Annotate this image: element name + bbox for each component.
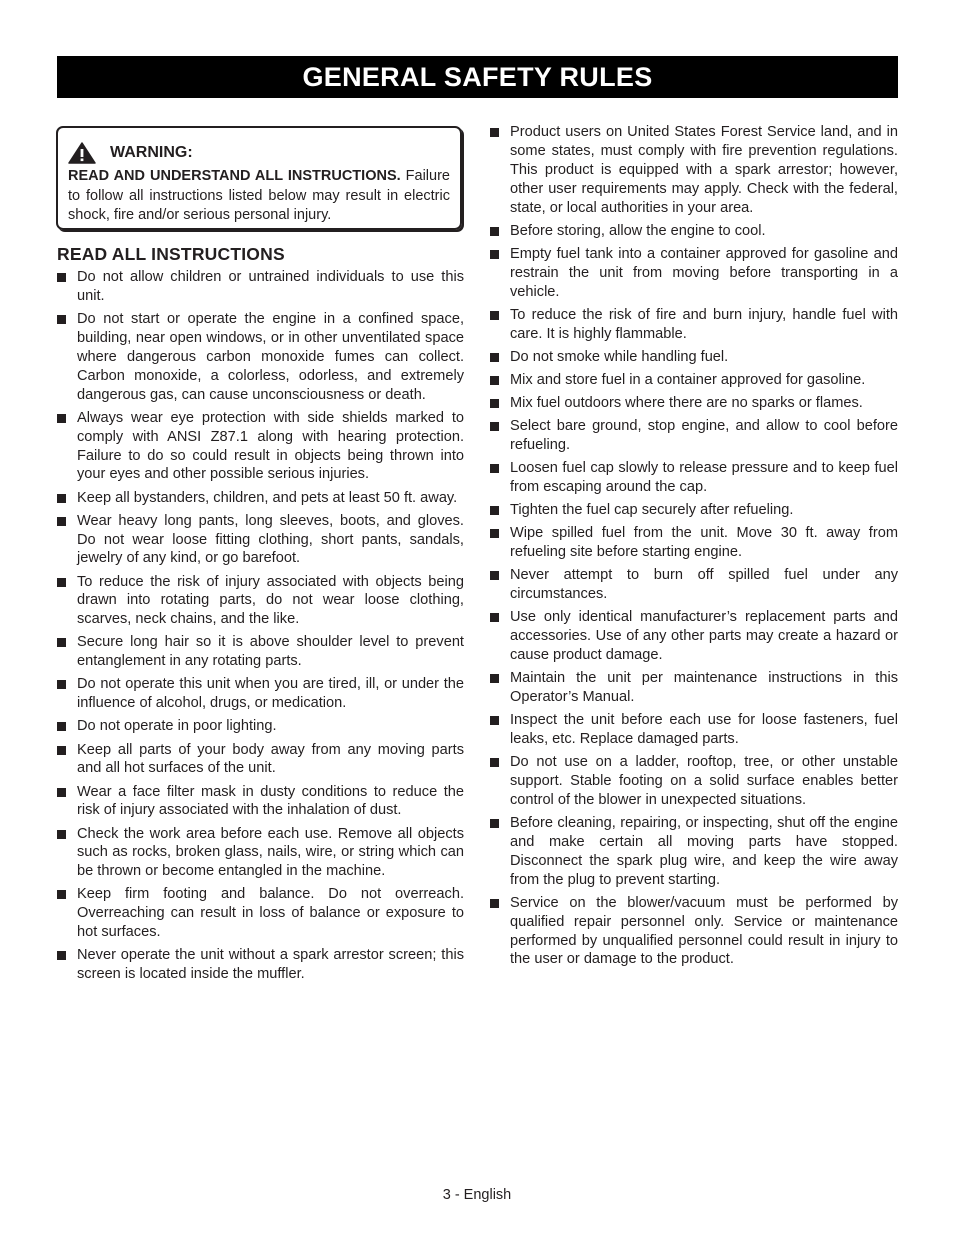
square-bullet-icon	[490, 571, 499, 580]
list-item	[490, 566, 898, 604]
list-item-text: Product users on United States Forest Service land, and in some states, must comply with fire prevention regulations. This product is equipped with a spark arrestor; however, other user requirements may apply. Check with the federal, state, or local authorities in your area.	[510, 124, 898, 216]
list-item-text: Always wear eye protection with side shields marked to comply with ANSI Z87.1 along with hearing protection. Failure to do so could result in objects being thrown into your eyes and other possible serious injuries.	[77, 409, 464, 483]
list-item	[57, 783, 464, 821]
title-bar	[57, 56, 898, 98]
list-item	[490, 524, 898, 562]
list-item-text: Never operate the unit without a spark arrestor screen; this screen is located inside the muffler.	[77, 947, 464, 983]
square-bullet-icon	[490, 758, 499, 767]
list-item-text: Maintain the unit per maintenance instructions in this Operator’s Manual.	[510, 670, 898, 705]
warning-triangle-icon	[68, 142, 96, 164]
list-item	[490, 753, 898, 810]
square-bullet-icon	[490, 422, 499, 431]
list-item	[57, 409, 464, 485]
square-bullet-icon	[57, 746, 66, 755]
square-bullet-icon	[490, 353, 499, 362]
list-item-text: Do not use on a ladder, rooftop, tree, or other unstable support. Stable footing on a solid surface enables better control of the blower in unexpected situations.	[510, 754, 898, 808]
square-bullet-icon	[490, 506, 499, 515]
right-instructions-list	[490, 123, 898, 974]
list-item-text: Before cleaning, repairing, or inspecting, shut off the engine and make certain all moving parts have stopped. Disconnect the spark plug wire, and keep the wire away from the plug to prevent starting.	[510, 814, 898, 888]
square-bullet-icon	[490, 819, 499, 828]
list-item	[490, 123, 898, 218]
list-item	[57, 310, 464, 405]
list-item	[57, 489, 464, 508]
list-item-text: Wear a face filter mask in dusty conditions to reduce the risk of injury associated with the inhalation of dust.	[77, 783, 464, 819]
square-bullet-icon	[57, 517, 66, 526]
square-bullet-icon	[490, 399, 499, 408]
list-item-text: Loosen fuel cap slowly to release pressure and to keep fuel from escaping around the cap.	[510, 460, 898, 495]
list-item	[490, 814, 898, 890]
list-item-text: Mix and store fuel in a container approved for gasoline.	[510, 371, 866, 388]
left-instructions-list	[57, 268, 464, 988]
square-bullet-icon	[490, 674, 499, 683]
square-bullet-icon	[490, 311, 499, 320]
list-item	[490, 394, 898, 413]
list-item-text: Keep firm footing and balance. Do not overreach. Overreaching can result in loss of balance or exposure to hot surfaces.	[77, 886, 464, 941]
square-bullet-icon	[57, 315, 66, 324]
square-bullet-icon	[57, 890, 66, 899]
list-item-text: Keep all parts of your body away from any moving parts and all hot surfaces of the unit.	[77, 741, 464, 777]
list-item	[57, 573, 464, 630]
list-item	[57, 268, 464, 306]
list-item-text: Do not operate in poor lighting.	[77, 718, 277, 735]
list-item-text: To reduce the risk of fire and burn injury, handle fuel with care. It is highly flammable.	[510, 306, 898, 342]
warning-lead: READ AND UNDERSTAND ALL INSTRUCTIONS.	[68, 168, 401, 184]
square-bullet-icon	[490, 227, 499, 236]
list-item-text: Service on the blower/vacuum must be performed by qualified repair personnel only. Service or maintenance performed by unqualified personnel could result in injury to the user or damage to the product.	[510, 894, 898, 968]
list-item	[490, 501, 898, 520]
square-bullet-icon	[57, 414, 66, 423]
square-bullet-icon	[490, 899, 499, 908]
warning-text	[68, 167, 450, 226]
square-bullet-icon	[57, 830, 66, 839]
list-item	[490, 417, 898, 455]
list-item	[57, 885, 464, 942]
list-item-text: To reduce the risk of injury associated with objects being drawn into rotating parts, do not wear loose clothing, scarves, neck chains, and the like.	[77, 573, 464, 628]
list-item	[57, 946, 464, 984]
square-bullet-icon	[57, 680, 66, 689]
square-bullet-icon	[57, 578, 66, 587]
square-bullet-icon	[490, 128, 499, 137]
square-bullet-icon	[490, 529, 499, 538]
list-item-text: Do not start or operate the engine in a confined space, building, near open windows, or in other unventilated space where dangerous carbon monoxide fumes can collect. Carbon monoxide, a colorless, odorless, and extremely dangerous gas, can cause unconsciousness or death.	[77, 311, 464, 403]
list-item	[57, 825, 464, 882]
list-item	[490, 371, 898, 390]
list-item	[57, 512, 464, 569]
list-item-text: Do not operate this unit when you are tired, ill, or under the influence of alcohol, drugs, or medication.	[77, 676, 464, 712]
square-bullet-icon	[57, 273, 66, 282]
square-bullet-icon	[57, 788, 66, 797]
list-item-text: Before storing, allow the engine to cool.	[510, 222, 766, 239]
list-item	[490, 608, 898, 665]
list-item-text: Do not allow children or untrained individuals to use this unit.	[77, 269, 464, 304]
section-heading: READ ALL INSTRUCTIONS	[57, 244, 285, 264]
warning-box	[56, 126, 462, 230]
page-title: GENERAL SAFETY RULES	[302, 61, 653, 92]
list-item	[490, 894, 898, 970]
list-item-text: Mix fuel outdoors where there are no sparks or flames.	[510, 394, 863, 411]
list-item-text: Keep all bystanders, children, and pets at least 50 ft. away.	[77, 489, 458, 506]
list-item-text: Check the work area before each use. Remove all objects such as rocks, broken glass, nails, wire, or string which can be thrown or become entangled in the machine.	[77, 825, 464, 880]
list-item-text: Empty fuel tank into a container approved for gasoline and restrain the unit from moving before transporting in a vehicle.	[510, 245, 898, 300]
list-item-text: Tighten the fuel cap securely after refueling.	[510, 502, 794, 518]
list-item	[490, 459, 898, 497]
list-item-text: Wipe spilled fuel from the unit. Move 30 ft. away from refueling site before starting engine.	[510, 525, 898, 560]
list-item	[57, 633, 464, 671]
list-item	[490, 245, 898, 302]
list-item	[490, 711, 898, 749]
square-bullet-icon	[490, 613, 499, 622]
square-bullet-icon	[57, 494, 66, 503]
square-bullet-icon	[490, 250, 499, 259]
list-item-text: Select bare ground, stop engine, and allow to cool before refueling.	[510, 418, 898, 453]
square-bullet-icon	[57, 951, 66, 960]
square-bullet-icon	[57, 638, 66, 647]
list-item	[490, 306, 898, 344]
list-item	[490, 348, 898, 367]
list-item-text: Do not smoke while handling fuel.	[510, 348, 729, 365]
list-item	[490, 222, 898, 241]
list-item-text: Secure long hair so it is above shoulder level to prevent entanglement in any rotating parts.	[77, 634, 464, 670]
list-item	[57, 741, 464, 779]
list-item-text: Use only identical manufacturer’s replacement parts and accessories. Use of any other parts may create a hazard or cause product damage.	[510, 609, 898, 663]
list-item	[490, 669, 898, 707]
list-item-text: Inspect the unit before each use for loose fasteners, fuel leaks, etc. Replace damaged parts.	[510, 712, 898, 747]
warning-label: WARNING:	[110, 144, 193, 161]
page-number: 3 - English	[442, 1187, 512, 1203]
square-bullet-icon	[490, 376, 499, 385]
list-item	[57, 675, 464, 713]
list-item-text: Wear heavy long pants, long sleeves, boots, and gloves. Do not wear loose fitting clothing, short pants, sandals, jewelry of any kind, or go barefoot.	[77, 512, 464, 567]
warning-header	[68, 142, 450, 164]
warning-body-text: Failure to follow all instructions listed below may result in electric shock, fire and/or serious personal injury.	[68, 168, 450, 223]
square-bullet-icon	[490, 716, 499, 725]
list-item	[57, 717, 464, 736]
square-bullet-icon	[490, 464, 499, 473]
square-bullet-icon	[57, 722, 66, 731]
list-item-text: Never attempt to burn off spilled fuel under any circumstances.	[510, 567, 898, 602]
